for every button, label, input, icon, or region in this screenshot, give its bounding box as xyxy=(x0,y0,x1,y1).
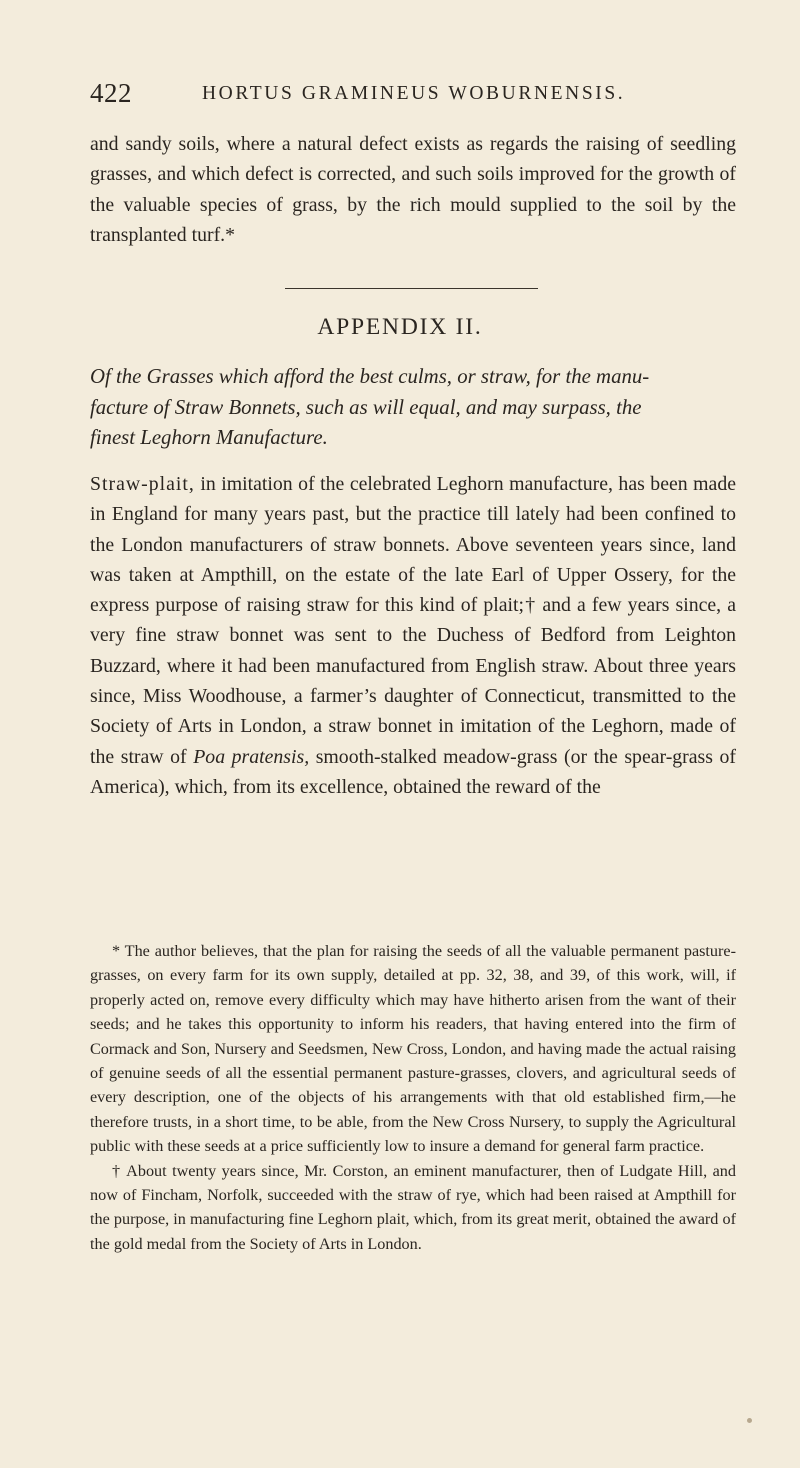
page-number: 422 xyxy=(90,78,132,108)
running-title: HORTUS GRAMINEUS WOBURNENSIS. xyxy=(202,83,626,104)
section-divider xyxy=(285,288,538,289)
footnotes xyxy=(90,939,736,1256)
running-head xyxy=(90,78,730,108)
paragraph-text: in imitation of the celebrated Leghorn manufacture, has been made in England for many years past, but the practice till lately had been confined to the London manufacturers of straw bonnets. Above seventeen years since, land was taken at Ampthill, on the estate of the late Earl of Upper Ossery, for the express purpose of raising straw for this kind of plait;† and a few years since, a very fine straw bonnet was sent to the Duchess of Bedford from Leighton Buzzard, where it had been manufactured from English straw. About three years since, Miss Woodhouse, a farmer’s daughter of Connecticut, transmitted to the Society of Arts in London, a straw bonnet in imitation of the Leghorn, made of the straw of xyxy=(90,473,736,768)
subtitle-line: facture of Straw Bonnets, such as will equal, and may surpass, the xyxy=(90,395,642,419)
main-paragraph xyxy=(90,469,736,802)
appendix-subtitle xyxy=(90,362,736,454)
subtitle-line: finest Leghorn Manufacture. xyxy=(90,426,328,449)
footnote-dagger: † About twenty years since, Mr. Corston, an eminent manufacturer, then of Ludgate Hill, and now of Fincham, Norfolk, succeeded with the straw of rye, which had been raised at Ampthill for the purpose, in manufacturing fine Leghorn plait, which, from its great merit, obtained the award of the gold medal from the Society of Arts in London. xyxy=(90,1161,736,1253)
footnote-star: * The author believes, that the plan for raising the seeds of all the valuable permanent pasture-grasses, on every farm for its own supply, detailed at pp. 32, 38, and 39, of this work, will, if properly acted on, remove every difficulty which may have hitherto arisen from the want of their seeds; and he takes this opportunity to inform his readers, that having entered into the firm of Cormack and Son, Nursery and Seedsmen, New Cross, London, and having made the actual raising of genuine seeds of all the essential permanent pasture-grasses, clovers, and agricultural seeds of every description, one of the objects of his arrangements with that old established firm,—he therefore trusts, in a short time, to be able, from the New Cross Nursery, to supply the Agricultural public with these seeds at a price sufficiently low to insure a demand for general farm practice. xyxy=(90,942,736,1156)
paragraph-text: smooth-stalked meadow-grass (or the spear-grass of America), which, from its excellence, obtained the reward of the xyxy=(90,745,736,798)
species-name: Poa pratensis, xyxy=(193,745,310,768)
paper-speck xyxy=(747,1418,752,1423)
subtitle-line: Of the Grasses which afford the best culms, or straw, for the manu- xyxy=(90,365,650,388)
lead-in-small-caps: Straw-plait, xyxy=(90,473,195,495)
opening-paragraph: and sandy soils, where a natural defect exists as regards the raising of seedling grasses, and which defect is corrected, and such soils improved for the growth of the valuable species of grass, by the rich mould supplied to the soil by the transplanted turf.* xyxy=(90,133,736,246)
appendix-heading: APPENDIX II. xyxy=(317,314,483,340)
